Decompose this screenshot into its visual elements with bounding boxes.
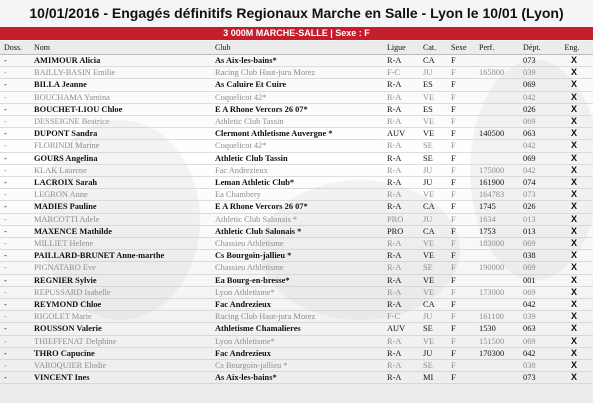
cell-club: Racing Club Haut-jura Morez: [211, 67, 383, 79]
cell-dept: 001: [519, 274, 551, 286]
table-row[interactable]: [0, 262, 593, 274]
cell-ligue: R-A: [383, 347, 419, 359]
cell-sexe: F: [447, 347, 475, 359]
cell-doss: -: [0, 140, 30, 152]
cell-club: Ea Chambery: [211, 189, 383, 201]
cell-cat: CA: [419, 55, 447, 67]
cell-cat: VE: [419, 128, 447, 140]
table-row[interactable]: [0, 177, 593, 189]
cell-dept: 069: [519, 335, 551, 347]
table-row[interactable]: [0, 372, 593, 384]
cell-perf: 165800: [475, 67, 519, 79]
cell-club: Coquelicot 42*: [211, 91, 383, 103]
cell-cat: VE: [419, 189, 447, 201]
cell-eng: X: [551, 103, 593, 115]
cell-perf: 1753: [475, 225, 519, 237]
cell-name: LEGRON Anne: [30, 189, 211, 201]
cell-eng: X: [551, 225, 593, 237]
cell-club: Chassieu Athletisme: [211, 238, 383, 250]
cell-doss: -: [0, 225, 30, 237]
cell-sexe: F: [447, 128, 475, 140]
cell-name: PAILLARD-BRUNET Anne-marthe: [30, 250, 211, 262]
cell-cat: SE: [419, 360, 447, 372]
cell-doss: -: [0, 103, 30, 115]
cell-sexe: F: [447, 335, 475, 347]
cell-doss: -: [0, 55, 30, 67]
cell-perf: 190000: [475, 262, 519, 274]
cell-doss: -: [0, 128, 30, 140]
table-row[interactable]: [0, 116, 593, 128]
cell-name: ROUSSON Valerie: [30, 323, 211, 335]
cell-sexe: F: [447, 213, 475, 225]
column-header-nom[interactable]: Nom: [30, 41, 211, 55]
table-row[interactable]: [0, 311, 593, 323]
cell-doss: -: [0, 189, 30, 201]
cell-dept: 026: [519, 103, 551, 115]
cell-dept: 063: [519, 323, 551, 335]
cell-cat: JU: [419, 311, 447, 323]
cell-cat: MI: [419, 372, 447, 384]
cell-club: Lyon Athletisme*: [211, 335, 383, 347]
table-row[interactable]: [0, 238, 593, 250]
cell-name: REGNIER Sylvie: [30, 274, 211, 286]
cell-club: Athletic Club Salonais *: [211, 213, 383, 225]
cell-name: THIEFFENAT Delphine: [30, 335, 211, 347]
cell-name: DUPONT Sandra: [30, 128, 211, 140]
column-header-doss[interactable]: Doss.: [0, 41, 30, 55]
entries-table: [0, 41, 593, 384]
cell-dept: 042: [519, 164, 551, 176]
cell-name: FLORINDI Marine: [30, 140, 211, 152]
table-row[interactable]: [0, 67, 593, 79]
cell-club: E A Rhone Vercors 26 07*: [211, 103, 383, 115]
table-row[interactable]: [0, 225, 593, 237]
table-row[interactable]: [0, 189, 593, 201]
cell-cat: SE: [419, 152, 447, 164]
cell-name: THRO Capucine: [30, 347, 211, 359]
cell-doss: -: [0, 79, 30, 91]
cell-dept: 069: [519, 286, 551, 298]
cell-sexe: F: [447, 103, 475, 115]
cell-ligue: R-A: [383, 372, 419, 384]
cell-perf: [475, 250, 519, 262]
cell-doss: -: [0, 250, 30, 262]
cell-dept: 069: [519, 116, 551, 128]
cell-sexe: F: [447, 55, 475, 67]
cell-dept: 039: [519, 67, 551, 79]
cell-doss: -: [0, 335, 30, 347]
cell-eng: X: [551, 201, 593, 213]
cell-eng: X: [551, 152, 593, 164]
cell-ligue: R-A: [383, 177, 419, 189]
cell-sexe: F: [447, 323, 475, 335]
cell-ligue: R-A: [383, 335, 419, 347]
cell-club: Fac Andrezieux: [211, 164, 383, 176]
cell-ligue: R-A: [383, 189, 419, 201]
cell-ligue: R-A: [383, 140, 419, 152]
cell-perf: 161900: [475, 177, 519, 189]
table-row[interactable]: [0, 152, 593, 164]
cell-perf: [475, 152, 519, 164]
column-header-ligue[interactable]: Ligue: [383, 41, 419, 55]
cell-ligue: R-A: [383, 164, 419, 176]
cell-perf: [475, 79, 519, 91]
cell-dept: 073: [519, 372, 551, 384]
cell-dept: 069: [519, 238, 551, 250]
cell-perf: 1745: [475, 201, 519, 213]
cell-name: GOURS Angelina: [30, 152, 211, 164]
cell-cat: ES: [419, 103, 447, 115]
cell-doss: -: [0, 177, 30, 189]
cell-name: MILLIET Helene: [30, 238, 211, 250]
cell-perf: [475, 360, 519, 372]
cell-doss: -: [0, 372, 30, 384]
cell-ligue: R-A: [383, 262, 419, 274]
cell-dept: 013: [519, 225, 551, 237]
cell-club: As Aix-les-bains*: [211, 372, 383, 384]
column-header-cat[interactable]: Cat.: [419, 41, 447, 55]
cell-perf: 175000: [475, 164, 519, 176]
cell-sexe: F: [447, 116, 475, 128]
cell-doss: -: [0, 347, 30, 359]
cell-dept: 069: [519, 152, 551, 164]
cell-club: Chassieu Athletisme: [211, 262, 383, 274]
cell-cat: SE: [419, 140, 447, 152]
cell-eng: X: [551, 128, 593, 140]
cell-name: RIGOLET Marie: [30, 311, 211, 323]
cell-eng: X: [551, 360, 593, 372]
cell-club: Athletic Club Tassin: [211, 152, 383, 164]
cell-doss: -: [0, 311, 30, 323]
cell-name: PIGNATARO Eve: [30, 262, 211, 274]
cell-eng: X: [551, 323, 593, 335]
page-title: 10/01/2016 - Engagés définitifs Regionaux Marche en Salle - Lyon le 10/01 (Lyon): [29, 5, 564, 21]
cell-perf: [475, 55, 519, 67]
cell-name: VAROQUIER Elodie: [30, 360, 211, 372]
cell-eng: X: [551, 79, 593, 91]
cell-eng: X: [551, 311, 593, 323]
cell-dept: 069: [519, 79, 551, 91]
cell-dept: 042: [519, 347, 551, 359]
cell-eng: X: [551, 140, 593, 152]
cell-ligue: R-A: [383, 91, 419, 103]
cell-perf: 151500: [475, 335, 519, 347]
cell-cat: JU: [419, 347, 447, 359]
cell-dept: 042: [519, 91, 551, 103]
cell-name: REYMOND Chloe: [30, 299, 211, 311]
cell-ligue: R-A: [383, 103, 419, 115]
cell-eng: X: [551, 67, 593, 79]
cell-ligue: F-C: [383, 67, 419, 79]
cell-club: Racing Club Haut-jura Morez: [211, 311, 383, 323]
cell-doss: -: [0, 299, 30, 311]
cell-name: BOUCHAMA Yamina: [30, 91, 211, 103]
cell-cat: JU: [419, 213, 447, 225]
cell-dept: 074: [519, 177, 551, 189]
cell-perf: 173000: [475, 286, 519, 298]
table-row[interactable]: [0, 213, 593, 225]
cell-perf: [475, 274, 519, 286]
cell-ligue: R-A: [383, 250, 419, 262]
cell-cat: SE: [419, 323, 447, 335]
cell-name: BOUCHET-LIOU Chloe: [30, 103, 211, 115]
cell-eng: X: [551, 189, 593, 201]
table-row[interactable]: [0, 274, 593, 286]
cell-cat: VE: [419, 335, 447, 347]
cell-perf: [475, 372, 519, 384]
cell-eng: X: [551, 262, 593, 274]
cell-ligue: F-C: [383, 311, 419, 323]
cell-perf: 1530: [475, 323, 519, 335]
cell-sexe: F: [447, 286, 475, 298]
cell-ligue: R-A: [383, 152, 419, 164]
cell-dept: 026: [519, 201, 551, 213]
cell-name: DESSEIGNE Beatrice: [30, 116, 211, 128]
cell-perf: [475, 116, 519, 128]
cell-doss: -: [0, 323, 30, 335]
race-header: 3 000M MARCHE-SALLE | Sexe : F: [0, 27, 593, 40]
cell-club: Fac Andrezieux: [211, 299, 383, 311]
cell-dept: 073: [519, 55, 551, 67]
cell-doss: -: [0, 286, 30, 298]
cell-doss: -: [0, 201, 30, 213]
cell-sexe: F: [447, 262, 475, 274]
cell-sexe: F: [447, 238, 475, 250]
cell-dept: 013: [519, 213, 551, 225]
cell-dept: 038: [519, 360, 551, 372]
cell-cat: CA: [419, 299, 447, 311]
cell-sexe: F: [447, 177, 475, 189]
cell-sexe: F: [447, 225, 475, 237]
cell-club: Ea Bourg-en-bresse*: [211, 274, 383, 286]
cell-name: KLAK Laurene: [30, 164, 211, 176]
cell-sexe: F: [447, 274, 475, 286]
column-header-dept[interactable]: Dépt.: [519, 41, 551, 55]
cell-ligue: R-A: [383, 55, 419, 67]
cell-sexe: F: [447, 140, 475, 152]
cell-eng: X: [551, 213, 593, 225]
cell-club: Fac Andrezieux: [211, 347, 383, 359]
cell-name: MADIES Pauline: [30, 201, 211, 213]
cell-sexe: F: [447, 250, 475, 262]
cell-cat: VE: [419, 238, 447, 250]
cell-ligue: R-A: [383, 274, 419, 286]
cell-doss: -: [0, 213, 30, 225]
cell-cat: JU: [419, 67, 447, 79]
cell-sexe: F: [447, 164, 475, 176]
column-header-eng[interactable]: Eng.: [551, 41, 593, 55]
cell-dept: 073: [519, 189, 551, 201]
cell-sexe: F: [447, 67, 475, 79]
cell-sexe: F: [447, 299, 475, 311]
cell-cat: CA: [419, 225, 447, 237]
cell-doss: -: [0, 274, 30, 286]
cell-perf: 161100: [475, 311, 519, 323]
cell-club: Athletic Club Tassin: [211, 116, 383, 128]
cell-sexe: F: [447, 311, 475, 323]
cell-club: Athletic Club Salonais *: [211, 225, 383, 237]
cell-cat: VE: [419, 91, 447, 103]
cell-doss: -: [0, 91, 30, 103]
cell-eng: X: [551, 335, 593, 347]
cell-doss: -: [0, 67, 30, 79]
cell-ligue: R-A: [383, 299, 419, 311]
table-body: [0, 55, 593, 384]
cell-club: Cs Bourgoin-jallieu *: [211, 250, 383, 262]
cell-cat: VE: [419, 116, 447, 128]
cell-perf: 164783: [475, 189, 519, 201]
table-row[interactable]: [0, 164, 593, 176]
cell-ligue: R-A: [383, 116, 419, 128]
cell-eng: X: [551, 238, 593, 250]
cell-ligue: R-A: [383, 79, 419, 91]
cell-club: As Aix-les-bains*: [211, 55, 383, 67]
table-row[interactable]: [0, 323, 593, 335]
cell-sexe: F: [447, 79, 475, 91]
cell-perf: [475, 299, 519, 311]
cell-eng: X: [551, 91, 593, 103]
column-header-perf[interactable]: Perf.: [475, 41, 519, 55]
table-row[interactable]: [0, 140, 593, 152]
table-row[interactable]: [0, 347, 593, 359]
cell-cat: VE: [419, 286, 447, 298]
cell-name: MARCOTTI Adele: [30, 213, 211, 225]
cell-name: VINCENT Ines: [30, 372, 211, 384]
cell-dept: 038: [519, 250, 551, 262]
cell-club: Cs Bourgoin-jallieu *: [211, 360, 383, 372]
cell-club: Leman Athletic Club*: [211, 177, 383, 189]
column-header-club[interactable]: Club: [211, 41, 383, 55]
cell-name: BILLA Jeanne: [30, 79, 211, 91]
cell-eng: X: [551, 347, 593, 359]
cell-sexe: F: [447, 360, 475, 372]
cell-sexe: F: [447, 372, 475, 384]
cell-perf: [475, 91, 519, 103]
cell-cat: VE: [419, 250, 447, 262]
cell-name: REPUSSARD Isabelle: [30, 286, 211, 298]
cell-doss: -: [0, 238, 30, 250]
cell-club: As Caluire Et Cuire: [211, 79, 383, 91]
cell-perf: 1634: [475, 213, 519, 225]
cell-doss: -: [0, 360, 30, 372]
cell-perf: 140500: [475, 128, 519, 140]
cell-cat: CA: [419, 201, 447, 213]
table-row[interactable]: [0, 79, 593, 91]
cell-dept: 063: [519, 128, 551, 140]
table-row[interactable]: [0, 299, 593, 311]
cell-ligue: R-A: [383, 360, 419, 372]
cell-name: MAXENCE Mathilde: [30, 225, 211, 237]
cell-club: Athletisme Chamalieres: [211, 323, 383, 335]
cell-eng: X: [551, 55, 593, 67]
cell-sexe: F: [447, 189, 475, 201]
cell-ligue: PRO: [383, 213, 419, 225]
cell-dept: 069: [519, 262, 551, 274]
cell-ligue: R-A: [383, 201, 419, 213]
cell-eng: X: [551, 274, 593, 286]
cell-club: E A Rhone Vercors 26 07*: [211, 201, 383, 213]
cell-cat: JU: [419, 164, 447, 176]
table-row[interactable]: [0, 286, 593, 298]
table-row[interactable]: [0, 335, 593, 347]
cell-ligue: R-A: [383, 286, 419, 298]
table-row[interactable]: [0, 103, 593, 115]
cell-perf: [475, 103, 519, 115]
table-row[interactable]: [0, 91, 593, 103]
cell-perf: [475, 140, 519, 152]
cell-sexe: F: [447, 91, 475, 103]
cell-cat: SE: [419, 262, 447, 274]
cell-doss: -: [0, 164, 30, 176]
cell-sexe: F: [447, 152, 475, 164]
cell-eng: X: [551, 164, 593, 176]
table-row[interactable]: [0, 55, 593, 67]
cell-eng: X: [551, 286, 593, 298]
cell-club: Coquelicot 42*: [211, 140, 383, 152]
cell-doss: -: [0, 262, 30, 274]
table-row[interactable]: [0, 250, 593, 262]
cell-perf: 183000: [475, 238, 519, 250]
cell-doss: -: [0, 116, 30, 128]
cell-cat: VE: [419, 274, 447, 286]
cell-cat: JU: [419, 177, 447, 189]
cell-dept: 039: [519, 311, 551, 323]
table-row[interactable]: [0, 201, 593, 213]
cell-name: LACROIX Sarah: [30, 177, 211, 189]
cell-perf: 170300: [475, 347, 519, 359]
cell-sexe: F: [447, 201, 475, 213]
cell-ligue: AUV: [383, 128, 419, 140]
cell-eng: X: [551, 250, 593, 262]
cell-cat: ES: [419, 79, 447, 91]
cell-eng: X: [551, 299, 593, 311]
column-header-sexe[interactable]: Sexe: [447, 41, 475, 55]
cell-eng: X: [551, 177, 593, 189]
cell-name: AMIMOUR Alicia: [30, 55, 211, 67]
cell-eng: X: [551, 372, 593, 384]
cell-dept: 042: [519, 299, 551, 311]
cell-ligue: PRO: [383, 225, 419, 237]
table-header-row: [0, 41, 593, 55]
cell-doss: -: [0, 152, 30, 164]
cell-club: Lyon Athletisme*: [211, 286, 383, 298]
cell-club: Clermont Athletisme Auvergne *: [211, 128, 383, 140]
cell-dept: 042: [519, 140, 551, 152]
cell-ligue: R-A: [383, 238, 419, 250]
table-row[interactable]: [0, 128, 593, 140]
cell-eng: X: [551, 116, 593, 128]
cell-ligue: AUV: [383, 323, 419, 335]
table-row[interactable]: [0, 360, 593, 372]
cell-name: BAILLY-BASIN Emilie: [30, 67, 211, 79]
